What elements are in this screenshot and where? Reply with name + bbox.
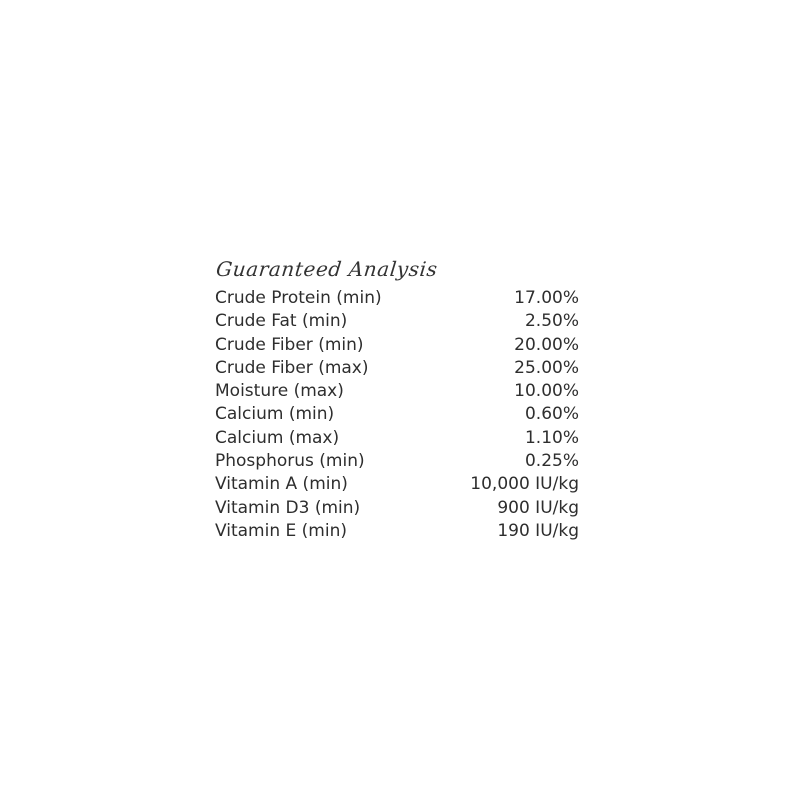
nutrient-value: 20.00% <box>514 334 579 355</box>
nutrient-value: 10,000 IU/kg <box>470 474 579 495</box>
analysis-row <box>215 287 579 310</box>
analysis-row <box>215 403 579 426</box>
nutrient-value: 25.00% <box>514 357 579 378</box>
nutrient-value: 900 IU/kg <box>497 497 579 518</box>
nutrient-value: 10.00% <box>514 381 579 402</box>
nutrient-value: 190 IU/kg <box>497 520 579 541</box>
nutrient-label: Crude Fiber (min) <box>215 334 364 355</box>
nutrient-value: 1.10% <box>524 427 579 448</box>
nutrient-value: 0.60% <box>524 404 579 425</box>
nutrient-label: Crude Fat (min) <box>215 311 348 332</box>
nutrient-label: Vitamin D3 (min) <box>215 497 361 518</box>
analysis-row <box>215 310 579 333</box>
analysis-row <box>215 520 579 543</box>
analysis-row <box>215 357 579 380</box>
guaranteed-analysis-title: Guaranteed Analysis <box>215 257 439 281</box>
nutrient-label: Phosphorus (min) <box>215 451 365 472</box>
guaranteed-analysis-panel <box>212 252 582 544</box>
analysis-row <box>215 473 579 496</box>
analysis-row <box>215 380 579 403</box>
nutrient-label: Moisture (max) <box>215 381 344 402</box>
nutrient-label: Vitamin E (min) <box>215 520 347 541</box>
analysis-row <box>215 497 579 520</box>
nutrient-value: 17.00% <box>514 288 579 308</box>
nutrient-label: Calcium (min) <box>215 404 335 425</box>
nutrient-value: 0.25% <box>524 451 579 472</box>
nutrient-label: Calcium (max) <box>215 427 340 448</box>
analysis-row <box>215 334 579 357</box>
analysis-row <box>215 450 579 473</box>
nutrient-label: Crude Fiber (max) <box>215 357 369 378</box>
nutrient-label: Crude Protein (min) <box>215 288 382 308</box>
analysis-table <box>215 287 579 543</box>
nutrient-value: 2.50% <box>524 311 579 332</box>
analysis-row <box>215 427 579 450</box>
nutrient-label: Vitamin A (min) <box>215 474 348 495</box>
